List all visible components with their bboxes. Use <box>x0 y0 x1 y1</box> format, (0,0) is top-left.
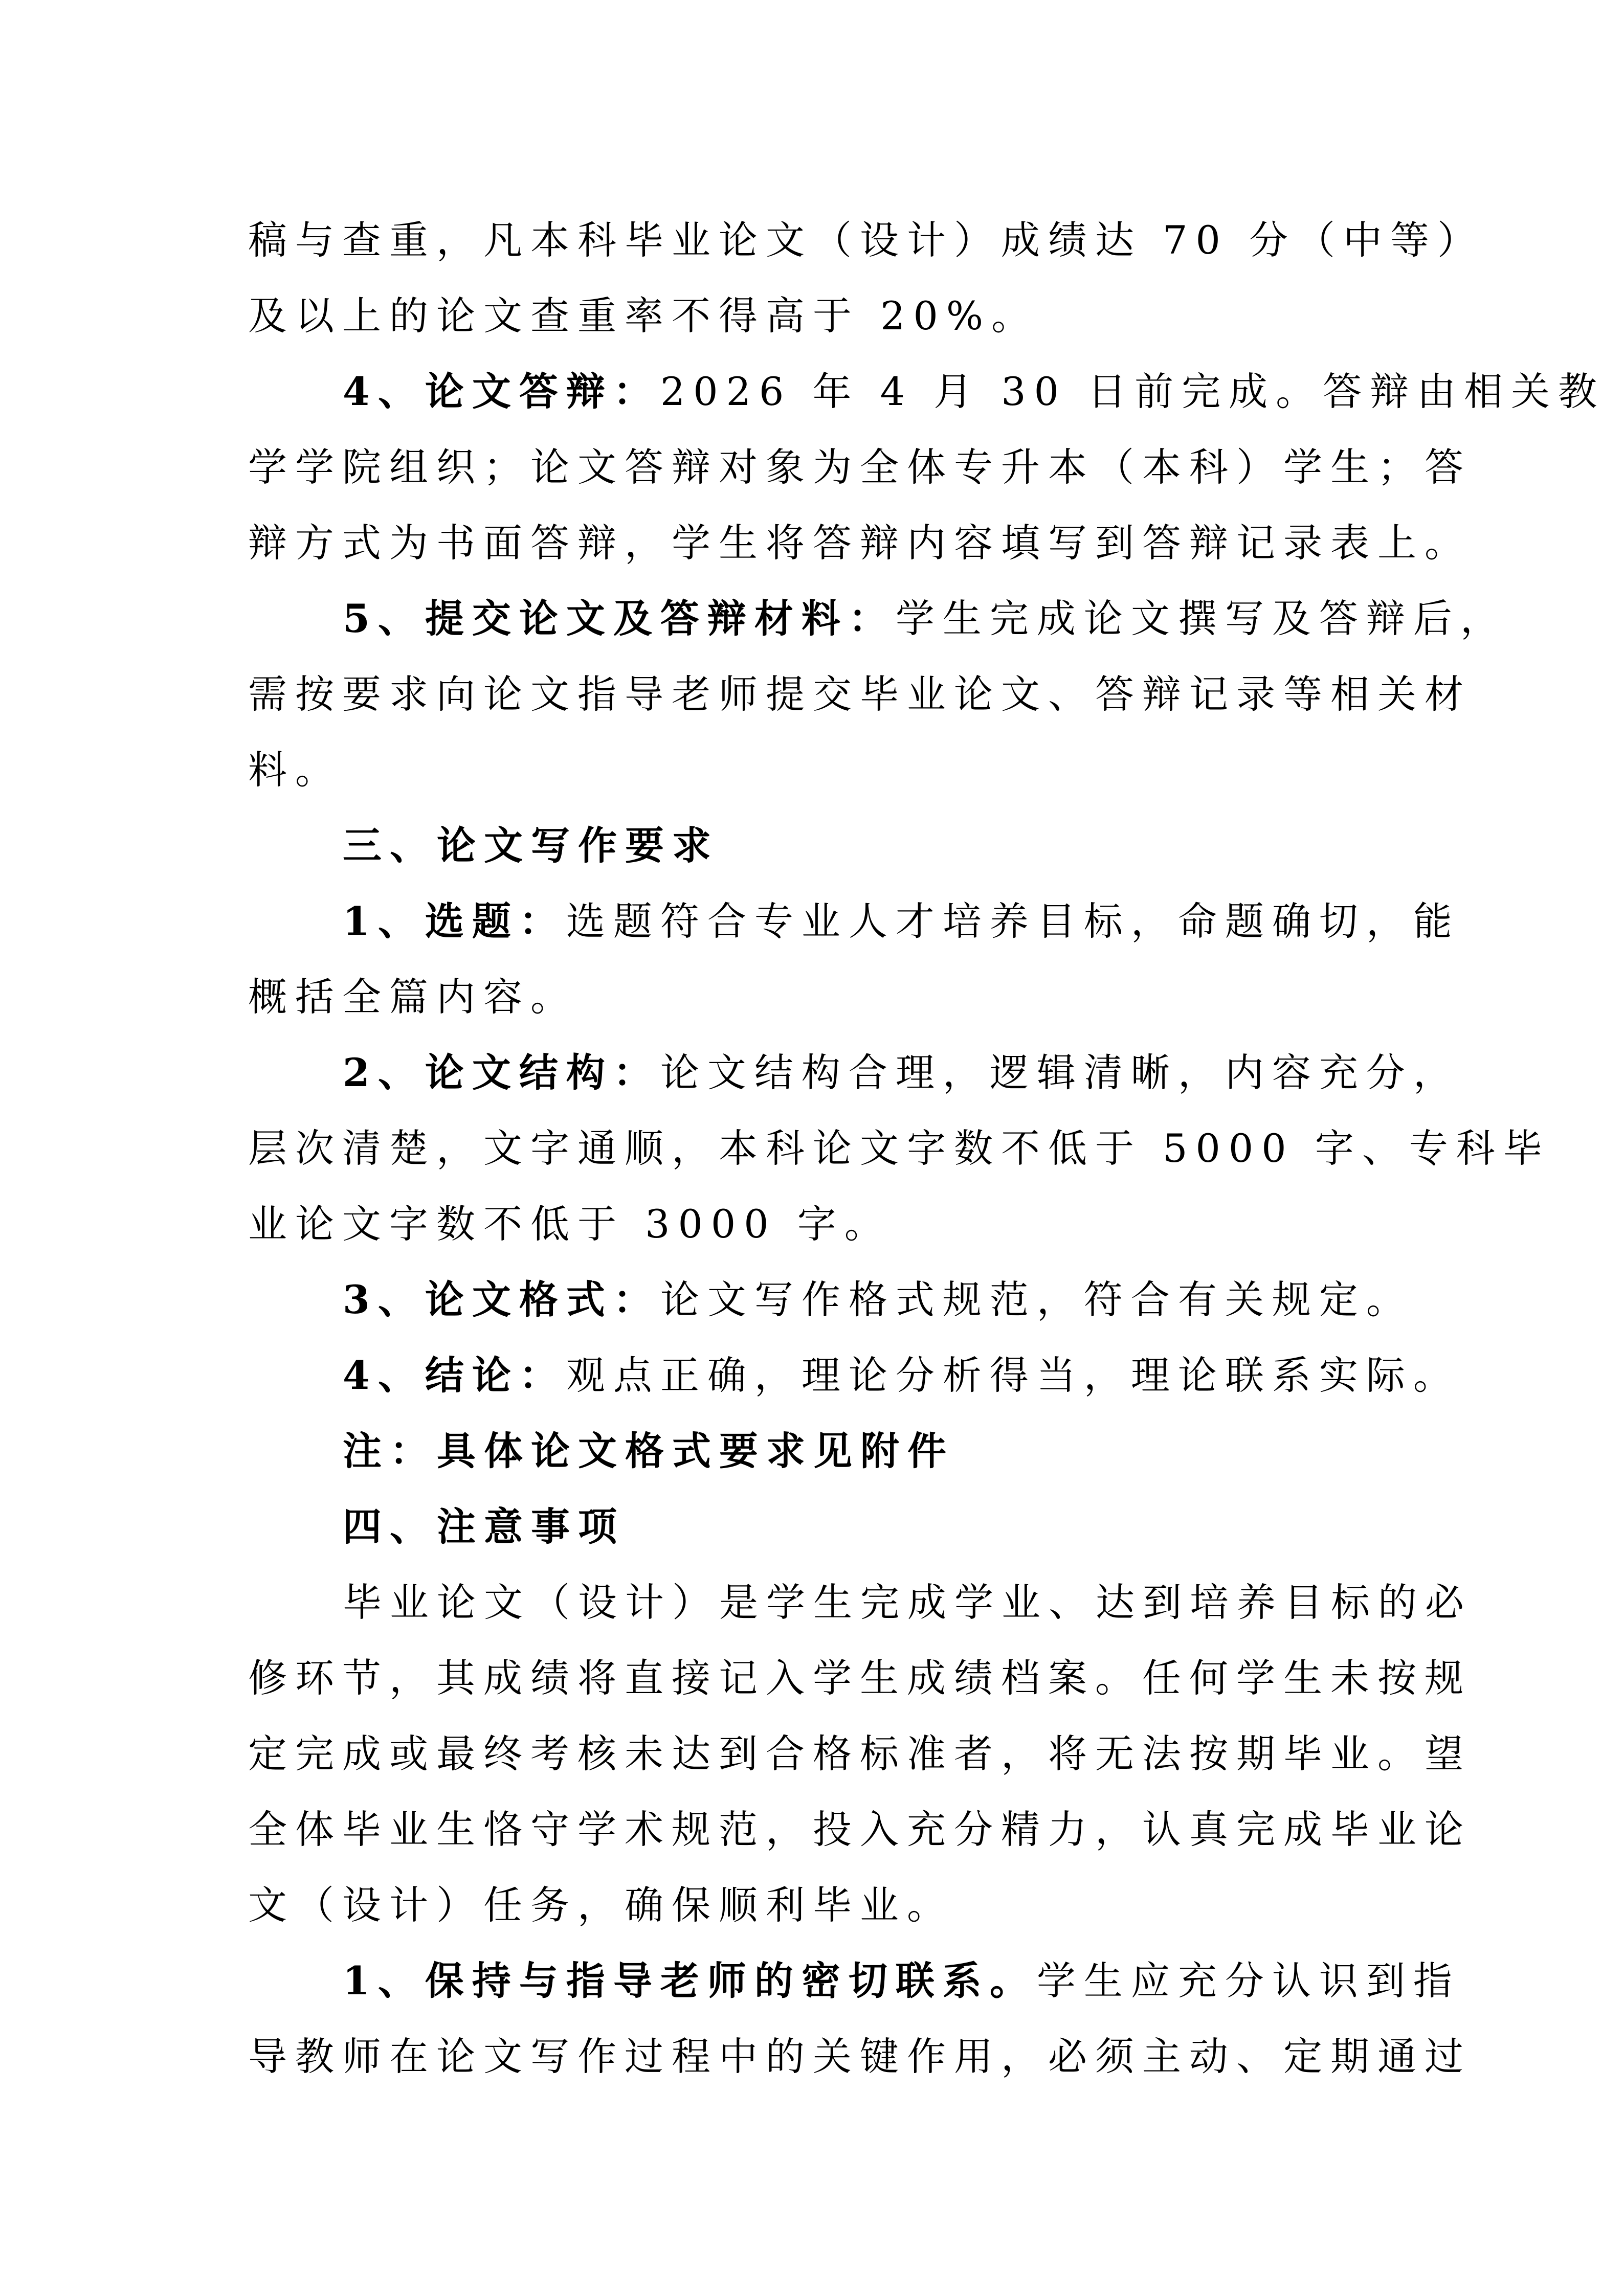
line-text: 毕业论文（设计）是学生完成学业、达到培养目标的必 <box>343 1580 1472 1625</box>
paragraph-line <box>343 1565 1472 1640</box>
paragraph-line <box>248 732 1378 808</box>
line-text: 层次清楚，文字通顺，本科论文字数不低于 5000 字、专科毕 <box>248 1126 1550 1171</box>
line-text: 论文结构合理，逻辑清晰，内容充分， <box>660 1050 1460 1095</box>
paragraph-line <box>248 202 1485 278</box>
paragraph-line <box>248 505 1472 581</box>
topic-label: 1、选题： <box>343 898 566 944</box>
conclusion-label: 4、结论： <box>343 1353 566 1398</box>
conclusion-item-line <box>343 1338 1460 1413</box>
paragraph-line <box>248 1640 1472 1716</box>
structure-label: 2、论文结构： <box>343 1050 660 1095</box>
line-text: 料。 <box>248 747 342 793</box>
submit-label: 5、提交论文及答辩材料： <box>343 596 896 641</box>
note-line <box>343 1413 1378 1489</box>
line-text: 修环节，其成绩将直接记入学生成绩档案。任何学生未按规 <box>248 1655 1472 1701</box>
paragraph-line <box>248 657 1472 732</box>
structure-item-line <box>343 1035 1460 1111</box>
section-heading-3 <box>343 808 1378 884</box>
paragraph-line <box>248 1867 1378 1943</box>
line-text: 学生完成论文撰写及答辩后， <box>895 596 1507 641</box>
paragraph-line <box>248 2019 1472 2095</box>
line-text: 需按要求向论文指导老师提交毕业论文、答辩记录等相关材 <box>248 671 1472 717</box>
paragraph-line <box>248 1792 1472 1867</box>
note-text: 注：具体论文格式要求见附件 <box>343 1428 954 1474</box>
line-text: 业论文字数不低于 3000 字。 <box>248 1201 892 1247</box>
paragraph-line <box>248 1716 1472 1792</box>
line-text: 导教师在论文写作过程中的关键作用，必须主动、定期通过 <box>248 2034 1472 2079</box>
paragraph-line <box>248 1111 1550 1186</box>
heading-text: 三、论文写作要求 <box>343 823 719 868</box>
line-text: 观点正确，理论分析得当，理论联系实际。 <box>566 1353 1460 1398</box>
defense-label: 4、论文答辩： <box>343 369 660 414</box>
heading-text: 四、注意事项 <box>343 1504 625 1549</box>
contact-advisor-item-line <box>343 1943 1460 2019</box>
contact-advisor-label: 1、保持与指导老师的密切联系。 <box>343 1958 1037 2004</box>
line-text: 概括全篇内容。 <box>248 974 577 1020</box>
line-text: 2026 年 4 月 30 日前完成。答辩由相关教 <box>660 369 1606 414</box>
defense-item-line <box>343 354 1606 430</box>
paragraph-line <box>248 430 1472 505</box>
line-text: 稿与查重，凡本科毕业论文（设计）成绩达 70 分（中等） <box>248 217 1485 263</box>
line-text: 论文写作格式规范，符合有关规定。 <box>660 1277 1413 1322</box>
paragraph-line <box>248 1186 1378 1262</box>
line-text: 文（设计）任务，确保顺利毕业。 <box>248 1882 954 1928</box>
line-text: 辩方式为书面答辩，学生将答辩内容填写到答辩记录表上。 <box>248 520 1472 566</box>
line-text: 全体毕业生恪守学术规范，投入充分精力，认真完成毕业论 <box>248 1807 1472 1852</box>
line-text: 学学院组织；论文答辩对象为全体专升本（本科）学生；答 <box>248 444 1472 490</box>
paragraph-line <box>248 959 1378 1035</box>
format-item-line <box>343 1262 1413 1338</box>
line-text: 学生应充分认识到指 <box>1036 1958 1460 2004</box>
topic-item-line <box>343 884 1460 959</box>
section-heading-4 <box>343 1489 1378 1565</box>
submit-item-line <box>343 581 1507 657</box>
line-text: 定完成或最终考核未达到合格标准者，将无法按期毕业。望 <box>248 1731 1472 1776</box>
line-text: 及以上的论文查重率不得高于 20%。 <box>248 293 1039 339</box>
line-text: 选题符合专业人才培养目标，命题确切，能 <box>566 898 1460 944</box>
format-label: 3、论文格式： <box>343 1277 660 1322</box>
paragraph-line <box>248 278 1378 354</box>
